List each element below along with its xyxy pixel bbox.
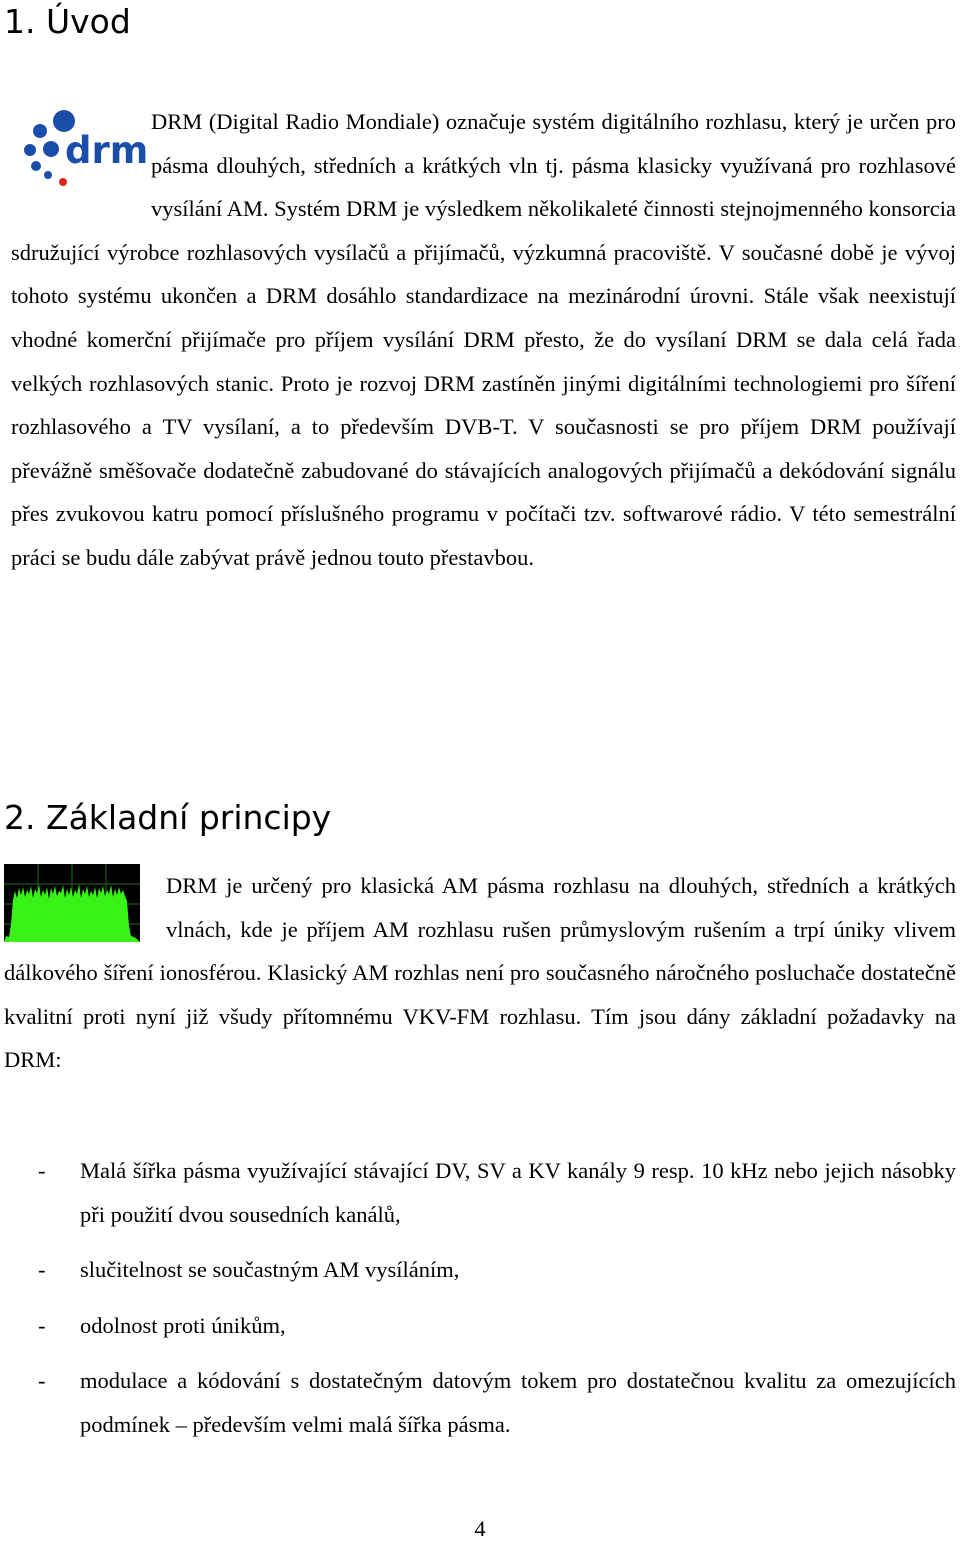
list-item-text: Malá šířka pásma využívající stávající DV, SV a KV kanály 9 resp. 10 kHz nebo jejich násobky při použití dvou sousedních kanálů, bbox=[80, 1158, 956, 1227]
principles-paragraph: DRM je určený pro klasická AM pásma rozhlasu na dlouhých, středních a krátkých vlnách, kde je příjem AM rozhlasu rušen průmyslovým rušením a trpí úniky vlivem dálkového šíření ionosférou. Klasický AM rozhlas není pro současného náročného posluchače dostatečně kvalitní proti nyní již všudy přítomnému VKV-FM rozhlasu. Tím jsou dány základní požadavky na DRM: bbox=[4, 873, 956, 1073]
drm-logo-icon bbox=[11, 100, 151, 230]
drm-logo-text: drm bbox=[65, 129, 149, 172]
list-bullet: - bbox=[38, 1158, 46, 1183]
drm-spectrum-image bbox=[4, 864, 166, 951]
page-number: 4 bbox=[474, 1516, 486, 1541]
principles-paragraph-block bbox=[4, 864, 956, 1082]
section-1-heading: 1. Úvod bbox=[4, 2, 131, 41]
intro-paragraph: DRM (Digital Radio Mondiale) označuje systém digitálního rozhlasu, který je určen pro pásma dlouhých, středních a krátkých vln tj. pásma klasicky využívaná pro rozhlasové vysílání AM. Systém DRM je výsledkem několikaleté činnosti stejnojmenného konsorcia sdružující výrobce rozhlasových vysílačů a přijímačů, výzkumná pracoviště. V současné době je vývoj tohoto systému ukončen a DRM dosáhlo standardizace na mezinárodní úrovni. Stále však neexistují vhodné komerční přijímače pro příjem vysílání DRM přesto, že do vysílaní DRM se dala celá řada velkých rozhlasových stanic. Proto je rozvoj DRM zastíněn jinými digitálními technologiemi pro šíření rozhlasového a TV vysílaní, a to především DVB-T. V současnosti se pro příjem DRM používají převážně směšovače dodatečně zabudované do stávajících analogových přijímačů a dekódování signálu přes zvukovou katru pomocí příslušného programu v počítači tzv. softwarové rádio. V této semestrální práci se budu dále zabývat právě jednou touto přestavbou. bbox=[11, 109, 956, 570]
list-bullet: - bbox=[38, 1257, 46, 1283]
list-bullet: - bbox=[38, 1368, 46, 1394]
section-2-heading: 2. Základní principy bbox=[4, 798, 332, 837]
list-item bbox=[38, 1248, 956, 1292]
list-item bbox=[38, 1359, 956, 1446]
list-item-text: slučitelnost se součastným AM vysíláním, bbox=[80, 1257, 460, 1283]
requirements-list bbox=[38, 1149, 956, 1459]
list-item bbox=[38, 1149, 956, 1236]
list-item-text: odolnost proti únikům, bbox=[80, 1312, 286, 1338]
list-item bbox=[38, 1304, 956, 1348]
list-bullet: - bbox=[38, 1312, 46, 1338]
intro-paragraph-block bbox=[11, 100, 956, 580]
list-item-text: modulace a kódování s dostatečným datovým tokem pro dostatečnou kvalitu za omezujících podmínek – především velmi malá šířka pásma. bbox=[80, 1368, 956, 1437]
